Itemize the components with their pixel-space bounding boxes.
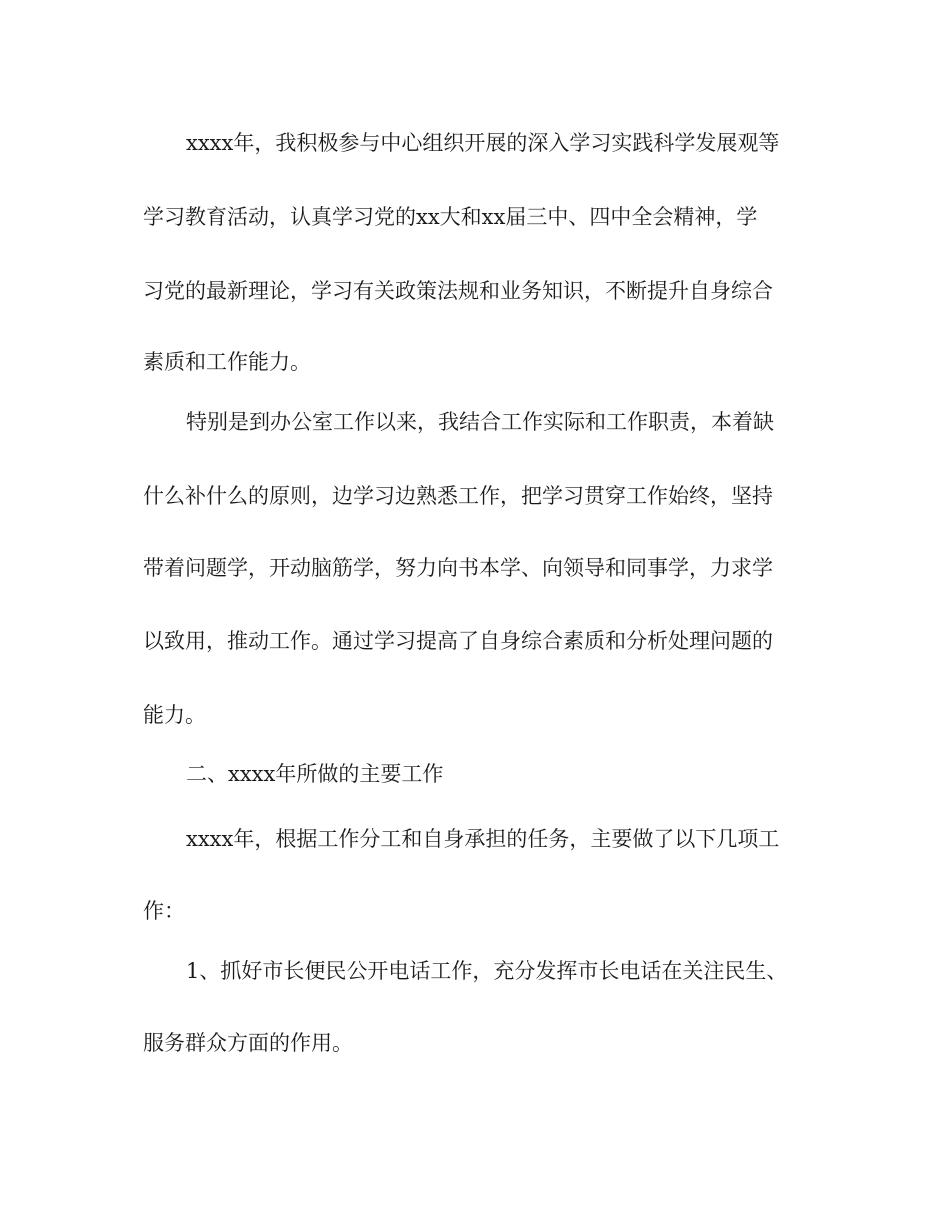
paragraph-2-line-2: 什么补什么的原则，边学习边熟悉工作，把学习贯穿工作始终，坚持 [143,484,773,508]
paragraph-1-line-2: 学习教育活动，认真学习党的xx大和xx届三中、四中全会精神，学 [143,205,758,229]
paragraph-3-line-2: 作： [143,899,185,923]
paragraph-3-line-1: xxxx年，根据工作分工和自身承担的任务，主要做了以下几项工 [186,827,780,851]
list-item-1-line-2: 服务群众方面的作用。 [143,1031,353,1055]
paragraph-1-line-4: 素质和工作能力。 [143,350,311,374]
paragraph-2-line-5: 能力。 [143,703,206,727]
section-heading: 二、xxxx年所做的主要工作 [186,762,444,786]
paragraph-1-line-1: xxxx年，我积极参与中心组织开展的深入学习实践科学发展观等 [186,131,780,155]
paragraph-1-line-3: 习党的最新理论，学习有关政策法规和业务知识，不断提升自身综合 [143,279,773,303]
paragraph-2-line-1: 特别是到办公室工作以来，我结合工作实际和工作职责，本着缺 [186,410,774,434]
list-item-1-line-1: 1、抓好市长便民公开电话工作，充分发挥市长电话在关注民生、 [186,959,788,983]
paragraph-2-line-3: 带着问题学，开动脑筋学，努力向书本学、向领导和同事学，力求学 [143,556,773,580]
paragraph-2-line-4: 以致用，推动工作。通过学习提高了自身综合素质和分析处理问题的 [143,629,773,653]
